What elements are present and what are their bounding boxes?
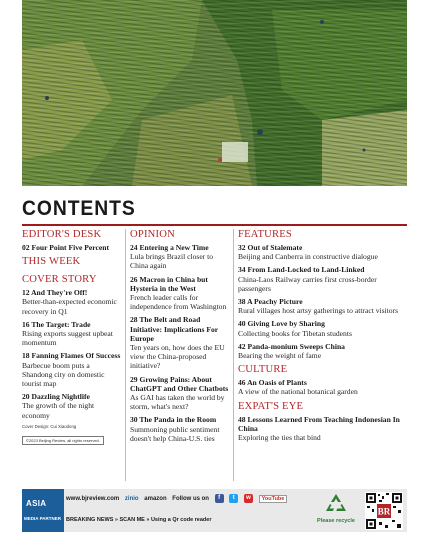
entry-title: 42 Panda-monium Sweeps China [238, 341, 345, 351]
toc-entry[interactable] [238, 297, 408, 315]
facebook-icon[interactable]: f [215, 494, 224, 503]
media-partner-badge[interactable] [22, 489, 64, 532]
toc-entry[interactable] [130, 375, 230, 412]
toc-entry[interactable] [238, 265, 408, 293]
asia-logo: ASIA [26, 499, 47, 508]
section-heading: EDITOR'S DESK [22, 229, 102, 240]
entry-description: Rural villages host artsy gatherings to attract visitors [238, 306, 399, 316]
footer-banner [22, 489, 407, 532]
entry-title: 48 Lessons Learned From Teaching Indonesian In China [238, 414, 400, 433]
follow-label: Follow us on [172, 496, 209, 503]
weibo-icon[interactable]: w [244, 494, 253, 503]
section-heading: EXPAT'S EYE [238, 400, 304, 412]
toc-entry[interactable] [22, 351, 121, 388]
toc-entry[interactable] [238, 342, 408, 360]
page-title: CONTENTS [22, 197, 136, 220]
entry-description: Beijing and Canberra in constructive dialogue [238, 252, 378, 262]
entry-description: Barbecue boom puts a Shandong city on domestic tourist map [22, 360, 105, 389]
toc-entry[interactable] [238, 378, 408, 396]
aerial-field-image [22, 0, 407, 186]
entry-title: 46 An Oasis of Plants [238, 378, 307, 388]
toc-entry[interactable] [22, 288, 121, 316]
entry-title: 20 Dazzling Nightlife [22, 392, 90, 402]
entry-description: French leader calls for independence from Washington [130, 293, 227, 312]
section-heading: COVER STORY [22, 274, 97, 286]
twitter-icon[interactable]: t [229, 494, 238, 503]
recycle-label: Please recycle [317, 518, 355, 524]
contents-column-2 [130, 229, 230, 447]
section-heading: OPINION [130, 229, 175, 240]
entry-title: 34 From Land-Locked to Land-Linked [238, 265, 365, 275]
zinio-link[interactable]: zinio [124, 496, 139, 503]
entry-title: 16 The Target: Trade [22, 319, 91, 329]
toc-entry[interactable] [22, 243, 121, 252]
entry-description: Ten years on, how does the EU view the China-proposed initiative? [130, 343, 225, 371]
toc-entry[interactable] [130, 243, 230, 271]
entry-description: Lula brings Brazil closer to China again [130, 252, 214, 271]
recycle-notice [312, 493, 360, 524]
entry-title: 38 A Peachy Picture [238, 297, 303, 307]
entry-title: 32 Out of Stalemate [238, 243, 303, 252]
cover-photo [22, 0, 407, 186]
toc-entry[interactable] [22, 320, 121, 348]
section-heading: CULTURE [238, 364, 288, 376]
qr-badge-text: BR [377, 506, 391, 517]
entry-description: A view of the national botanical garden [238, 387, 358, 397]
toc-entry[interactable] [238, 243, 408, 261]
cover-credit: Cover Design: Cui Xiaodong [22, 423, 77, 429]
entry-title: 02 Four Point Five Percent [22, 243, 110, 252]
title-divider [22, 224, 407, 226]
column-divider [125, 229, 126, 481]
qr-code[interactable] [365, 492, 403, 530]
entry-description: Exploring the ties that bind [238, 433, 321, 443]
entry-description: As GAI has taken the world by storm, what's next? [130, 393, 225, 412]
media-partner-label: MEDIA PARTNER [24, 516, 61, 521]
qr-code-icon [365, 492, 403, 530]
entry-title: 40 Giving Love by Sharing [238, 319, 325, 329]
entry-description: Bearing the weight of fame [238, 351, 322, 361]
entry-title: 26 Macron in China but Hysteria in the West [130, 274, 208, 293]
entry-description: Better-than-expected economic recovery in Q1 [22, 297, 117, 316]
toc-entry[interactable] [130, 415, 230, 443]
entry-description: The growth of the night economy [22, 401, 95, 420]
section-heading: THIS WEEK [22, 256, 81, 268]
entry-title: 18 Fanning Flames Of Success [22, 351, 121, 361]
section-heading: FEATURES [238, 229, 292, 240]
amazon-link[interactable]: amazon [144, 496, 167, 503]
toc-entry[interactable] [238, 319, 408, 337]
contents-column-3 [238, 229, 408, 446]
breaking-news-ticker: BREAKING NEWS » SCAN ME » Using a Qr code reader [66, 517, 212, 523]
copyright-notice: ©2023 Beijing Review, all rights reserved. [22, 436, 104, 445]
website-link[interactable]: www.bjreview.com [66, 496, 120, 503]
links-row [66, 494, 291, 503]
column-divider [233, 229, 234, 481]
toc-entry[interactable] [130, 275, 230, 312]
entry-description: Rising exports suggest upbeat momentum [22, 329, 113, 348]
entry-title: 29 Growing Pains: About ChatGPT and Other Chatbots [130, 374, 229, 393]
entry-title: 24 Entering a New Time [130, 243, 209, 252]
entry-title: 30 The Panda in the Room [130, 415, 217, 425]
toc-entry[interactable] [238, 415, 408, 443]
contents-column-1 [22, 229, 121, 447]
youtube-link[interactable]: YouTube [259, 495, 288, 503]
entry-description: China-Laos Railway carries first cross-border passengers [238, 274, 377, 293]
recycle-icon [325, 493, 347, 513]
entry-title: 12 And They're Off! [22, 288, 88, 298]
entry-title: 28 The Belt and Road Initiative: Implications For Europe [130, 315, 219, 343]
toc-entry[interactable] [22, 392, 121, 420]
entry-description: Summoning public sentiment doesn't help China-U.S. ties [130, 424, 220, 443]
entry-description: Collecting books for Tibetan students [238, 328, 352, 338]
toc-entry[interactable] [130, 315, 230, 370]
